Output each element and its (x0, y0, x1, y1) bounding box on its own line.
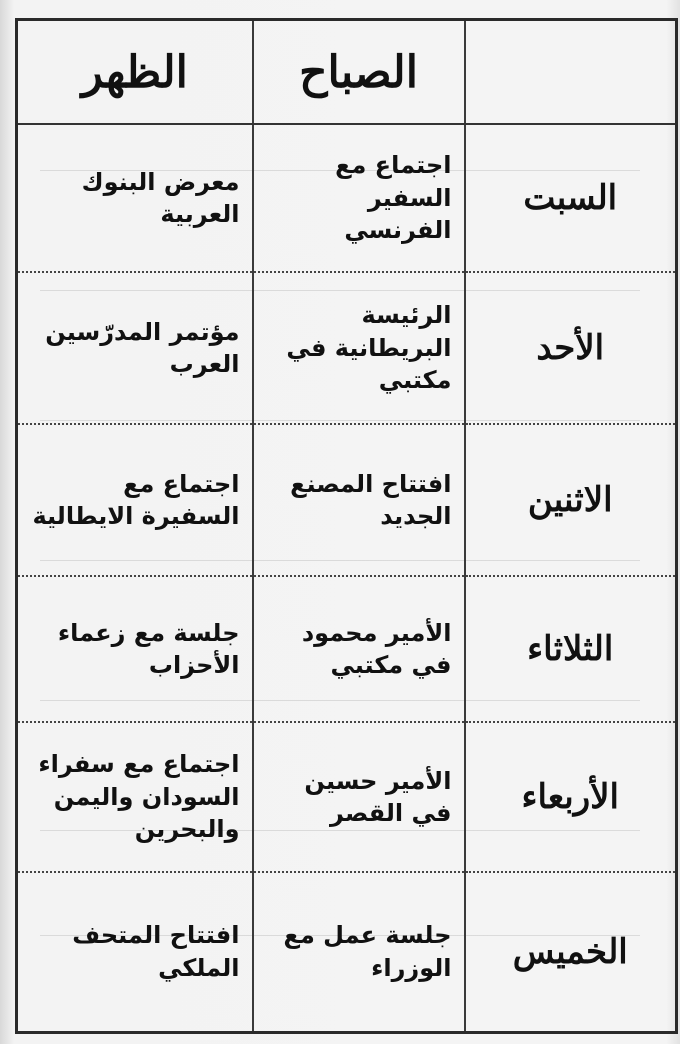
afternoon-cell: معرض البنوك العربية (17, 124, 253, 272)
day-label: الخميس (465, 872, 677, 1032)
header-morning: الصباح (253, 20, 465, 125)
weekly-schedule-table (15, 18, 678, 1034)
afternoon-cell: اجتماع مع سفراء السودان واليمن والبحرين (17, 722, 253, 872)
table-row (17, 872, 677, 1032)
header-afternoon: الظهر (17, 20, 253, 125)
morning-cell: الأمير حسين في القصر (253, 722, 465, 872)
afternoon-cell: اجتماع مع السفيرة الايطالية (17, 424, 253, 576)
afternoon-cell: افتتاح المتحف الملكي (17, 872, 253, 1032)
afternoon-cell: جلسة مع زعماء الأحزاب (17, 576, 253, 722)
table-row (17, 272, 677, 424)
day-label: الأحد (465, 272, 677, 424)
table-row (17, 424, 677, 576)
morning-cell: الأمير محمود في مكتبي (253, 576, 465, 722)
table-row (17, 722, 677, 872)
day-label: الثلاثاء (465, 576, 677, 722)
header-day-empty (465, 20, 677, 125)
morning-cell: جلسة عمل مع الوزراء (253, 872, 465, 1032)
header-row (17, 20, 677, 125)
afternoon-cell: مؤتمر المدرّسين العرب (17, 272, 253, 424)
morning-cell: الرئيسة البريطانية في مكتبي (253, 272, 465, 424)
morning-cell: اجتماع مع السفير الفرنسي (253, 124, 465, 272)
table-row (17, 576, 677, 722)
day-label: السبت (465, 124, 677, 272)
day-label: الأربعاء (465, 722, 677, 872)
morning-cell: افتتاح المصنع الجديد (253, 424, 465, 576)
day-label: الاثنين (465, 424, 677, 576)
table-row (17, 124, 677, 272)
